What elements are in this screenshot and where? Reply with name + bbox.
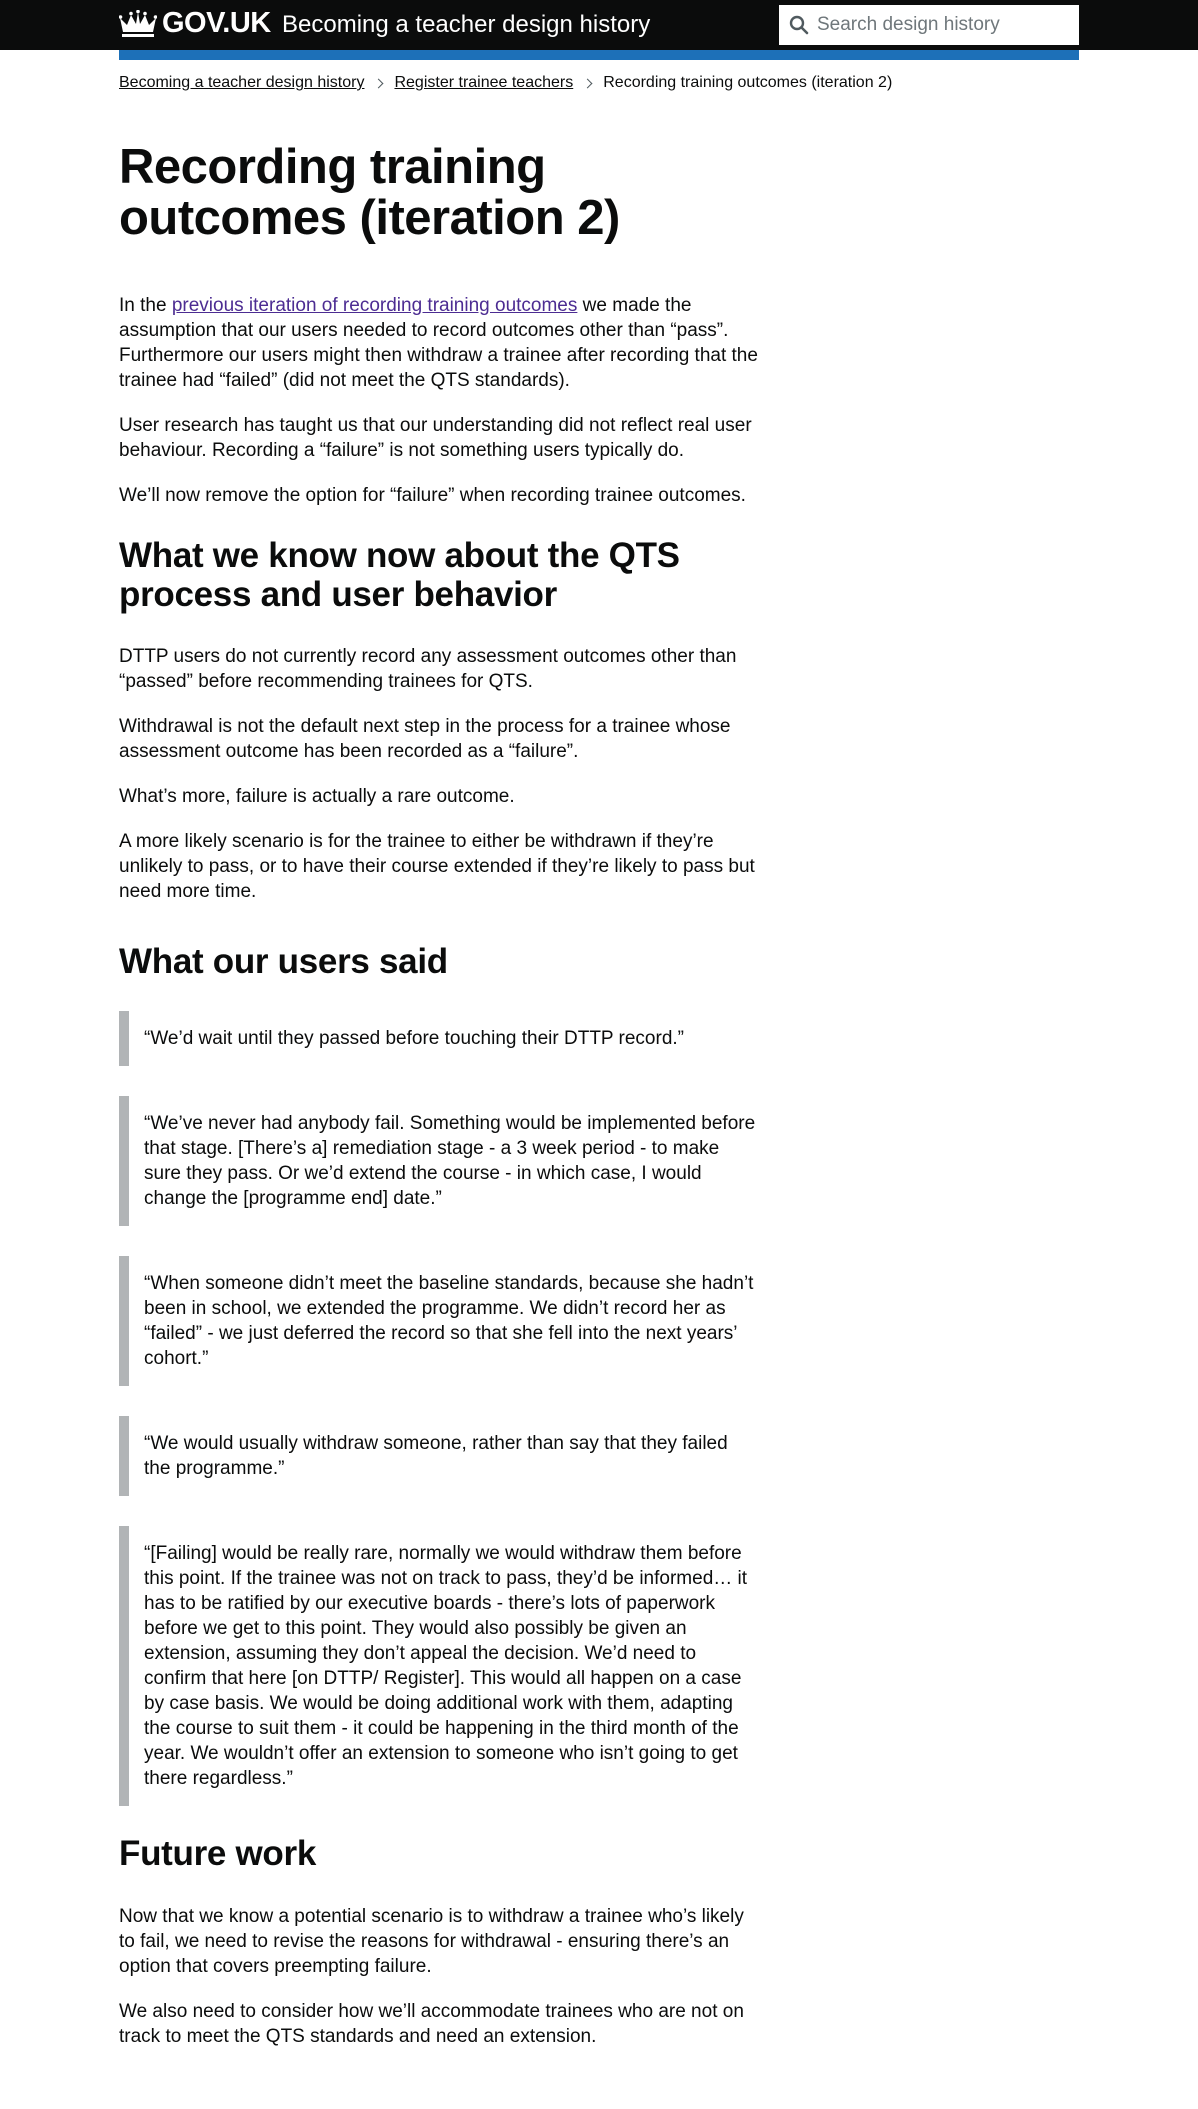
qts-paragraph: DTTP users do not currently record any assessment outcomes other than “passed” before recommending trainees for QTS. — [119, 646, 737, 692]
intro-paragraph-1 — [119, 293, 759, 393]
breadcrumb-link-design-history[interactable]: Becoming a teacher design history — [119, 74, 365, 91]
govuk-logo-link[interactable] — [119, 7, 271, 40]
future-work-paragraph: Now that we know a potential scenario is to withdraw a trainee who’s likely to fail, we need to revise the reasons for withdrawal - ensuring there’s an option that covers preempting failure. — [119, 1906, 744, 1977]
chevron-right-icon — [583, 78, 593, 88]
user-quote — [119, 1096, 759, 1226]
breadcrumb-link-register-trainee-teachers[interactable]: Register trainee teachers — [394, 74, 574, 91]
section-heading-future-work: Future work — [119, 1834, 316, 1873]
section-heading-qts-process: What we know now about the QTS process and user behavior — [119, 536, 680, 614]
intro-text-after-link: we made the assumption that our users needed to record outcomes other than “pass”. Furthermore our users might then withdraw a trainee after recording that the trainee had “failed” (did not meet the QTS standards). — [119, 295, 758, 391]
user-quote — [119, 1011, 759, 1066]
crown-icon — [119, 10, 157, 38]
header-container — [119, 0, 1079, 50]
page-title: Recording training outcomes (iteration 2) — [119, 140, 620, 245]
user-quote — [119, 1526, 759, 1806]
user-quote-text: “[Failing] would be really rare, normally we would withdraw them before this point. If the trainee was not on track to pass, they’d be informed… it has to be ratified by our executive boards - there’s lots of paperwork before we get to this point. They would also possibly be given an extension, assuming they don’t appeal the decision. We’d need to confirm that here [on DTTP/ Register]. This would all happen on a case by case basis. We would be doing additional work with them, adapting the course to suit them - it could be happening in the third month of the year. We wouldn’t offer an extension to someone who isn’t going to get there regardless.” — [144, 1543, 748, 1789]
user-quote — [119, 1256, 759, 1386]
breadcrumb-current-page: Recording training outcomes (iteration 2) — [603, 74, 893, 91]
future-work-paragraph: We also need to consider how we’ll accommodate trainees who are not on track to meet the QTS standards and need an extension. — [119, 2001, 744, 2047]
previous-iteration-link[interactable]: previous iteration of recording training outcomes — [171, 295, 578, 316]
qts-paragraph: Withdrawal is not the default next step in the process for a trainee whose assessment outcome has been recorded as a “failure”. — [119, 716, 731, 762]
user-quote-text: “When someone didn’t meet the baseline standards, because she hadn’t been in school, we extended the programme. We didn’t record her as “failed” - we just deferred the record so that she fell into the next years’ cohort.” — [144, 1273, 754, 1369]
user-quote-text: “We would usually withdraw someone, rather than say that they failed the programme.” — [144, 1433, 728, 1479]
intro-paragraph-3: We’ll now remove the option for “failure” when recording trainee outcomes. — [119, 485, 746, 506]
main-content — [119, 142, 759, 2049]
search-icon — [789, 15, 809, 35]
site-header — [0, 0, 1198, 50]
search-box — [779, 5, 1079, 45]
header-accent-bar — [119, 50, 1079, 60]
qts-paragraph: What’s more, failure is actually a rare outcome. — [119, 786, 515, 807]
section-heading-what-users-said: What our users said — [119, 942, 448, 981]
user-quote-text: “We’d wait until they passed before touching their DTTP record.” — [144, 1028, 684, 1049]
intro-paragraph-2: User research has taught us that our understanding did not reflect real user behaviour. Recording a “failure” is not something users typically do. — [119, 415, 752, 461]
service-name-link[interactable]: Becoming a teacher design history — [282, 11, 651, 38]
intro-text-before-link: In the — [119, 295, 172, 316]
chevron-right-icon — [374, 78, 384, 88]
search-input[interactable] — [817, 14, 1067, 36]
logo-text: GOV.UK — [162, 7, 271, 39]
breadcrumb — [119, 74, 892, 92]
qts-paragraph: A more likely scenario is for the trainee to either be withdrawn if they’re unlikely to pass, or to have their course extended if they’re likely to pass but need more time. — [119, 831, 755, 902]
user-quote-text: “We’ve never had anybody fail. Something would be implemented before that stage. [There’s a] remediation stage - a 3 week period - to make sure they pass. Or we’d extend the course - in which case, I would change the [programme end] date.” — [144, 1113, 756, 1209]
user-quote — [119, 1416, 759, 1496]
